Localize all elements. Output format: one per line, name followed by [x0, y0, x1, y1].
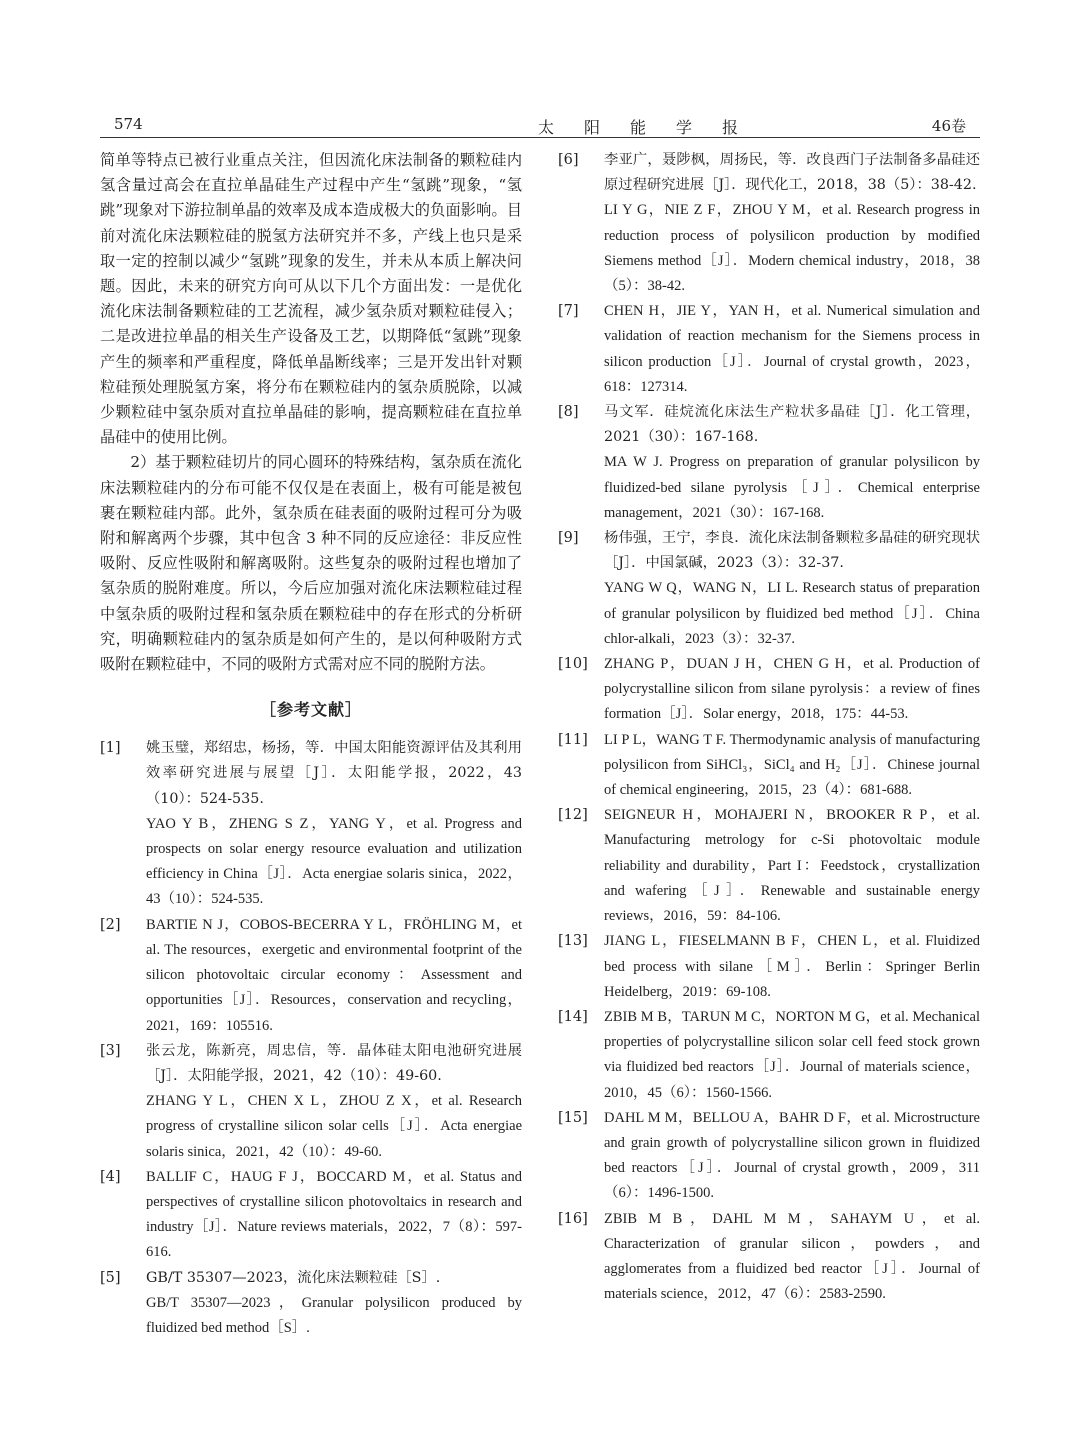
reference-en: CHEN H，JIE Y，YAN H，et al. Numerical simulation and validation of reaction mechanism for the Siemens process in silicon production［J］．Journal of crystal growth，2023，618：127314.	[604, 303, 980, 395]
reference-12	[558, 803, 980, 929]
journal-title: 太阳能学报	[538, 118, 769, 137]
reference-number: [11]	[558, 731, 588, 748]
volume-label: 46卷	[931, 117, 966, 135]
reference-number: [7]	[558, 303, 579, 320]
reference-9	[558, 526, 980, 652]
reference-14	[558, 1005, 980, 1106]
left-column	[100, 148, 522, 1341]
reference-cn: 杨伟强，王宁，李良．流化床法制备颗粒多晶硅的研究现状［J］．中国氯碱，2023（3）：32-37.	[604, 530, 980, 572]
reference-3	[100, 1039, 522, 1165]
reference-en: BALLIF C，HAUG F J，BOCCARD M，et al. Status and perspectives of crystalline silicon photovoltaics in research and industry［J］．Nature reviews materials，2022，7（8）：597-616.	[146, 1168, 522, 1261]
reference-10	[558, 652, 980, 728]
reference-4	[100, 1165, 522, 1266]
reference-en: DAHL M M，BELLOU A，BAHR D F，et al. Microstructure and grain growth of polycrystalline silicon grown in fluidized bed reactors［J］．Journal of crystal growth，2009，311（6）：1496-1500.	[604, 1109, 980, 1202]
reference-number: [5]	[100, 1269, 121, 1286]
body-paragraph-2: 2）基于颗粒硅切片的同心圆环的特殊结构，氢杂质在流化床法颗粒硅内的分布可能不仅仅是在表面上，极有可能是被包裹在颗粒硅内部。此外，氢杂质在硅表面的吸附过程可分为吸附和解离两个步骤，其中包含 3 种不同的反应途径：非反应性吸附、反应性吸附和解离吸附。这些复杂的吸附过程也增加了氢杂质的脱附难度。所以，今后应加强对流化床法颗粒硅过程中氢杂质的吸附过程和氢杂质在颗粒硅中的存在形式的分析研究，明确颗粒硅内的氢杂质是如何产生的，是以何种吸附方式吸附在颗粒硅中，不同的吸附方式需对应不同的脱附方法。	[100, 453, 522, 674]
reference-number: [6]	[558, 152, 579, 168]
reference-en: ZBIB M B，DAHL M M，SAHAYM U，et al. Characterization of granular silicon，powders，and agglomerates from a fluidized bed reactor［J］．Journal of materials science，2012，47（6）：2583-2590.	[604, 1210, 980, 1303]
reference-5	[100, 1266, 522, 1342]
reference-7	[558, 299, 980, 400]
body-paragraph-1: 简单等特点已被行业重点关注，但因流化床法制备的颗粒硅内氢含量过高会在直拉单晶硅生产过程中产生“氢跳”现象，“氢跳”现象对下游拉制单晶的效率及成本造成极大的负面影响。目前对流化床法颗粒硅的脱氢方法研究并不多，产线上也只是采取一定的控制以减少“氢跳”现象的发生，并未从本质上解决问题。因此，未来的研究方向可从以下几个方面出发：一是优化流化床法制备颗粒硅的工艺流程，减少氢杂质对颗粒硅侵入；二是改进拉单晶的相关生产设备及工艺，以期降低“氢跳”现象产生的频率和严重程度，降低单晶断线率；三是开发出针对颗粒硅预处理脱氢方案，将分布在颗粒硅内的氢杂质脱除，以减少颗粒硅中氢杂质对直拉单晶硅的影响，提高颗粒硅在直拉单晶硅中的使用比例。	[100, 151, 522, 447]
reference-number: [1]	[100, 740, 121, 757]
reference-number: [13]	[558, 933, 588, 950]
reference-en: LI Y G，NIE Z F，ZHOU Y M，et al. Research progress in reduction process of polysilicon production by modified Siemens method［J］．Modern chemical industry，2018，38（5）：38-42.	[604, 202, 980, 295]
running-header	[100, 113, 980, 138]
reference-13	[558, 929, 980, 1005]
reference-number: [16]	[558, 1210, 588, 1227]
reference-en: ZHANG Y L，CHEN X L，ZHOU Z X，et al. Research progress of crystalline silicon solar cells［J］．Acta energiae solaris sinica，2021，42（10）：49-60.	[146, 1093, 522, 1160]
reference-en: ZBIB M B，TARUN M C，NORTON M G，et al. Mechanical properties of polycrystalline silicon solar cell feed stock grown via fluidized bed reactors［J］．Journal of materials science，2010，45（6）：1560-1566.	[604, 1008, 980, 1101]
reference-en: ZHANG P，DUAN J H，CHEN G H，et al. Production of polycrystalline silicon from silane pyrolysis：a review of fines formation［J］．Solar energy，2018，175：44-53.	[604, 656, 980, 723]
reference-en: GB/T 35307—2023，Granular polysilicon produced by fluidized bed method［S］.	[146, 1294, 522, 1336]
reference-cn: 马文军．硅烷流化床法生产粒状多晶硅［J］．化工管理，2021（30）：167-168.	[604, 404, 980, 446]
reference-en: BARTIE N J，COBOS-BECERRA Y L，FRÖHLING M，et al. The resources，exergetic and environmental footprint of the silicon photovoltaic circular economy：Assessment and opportunities［J］．Resources，conservation and recycling，2021，169：105516.	[146, 916, 522, 1034]
reference-en: SEIGNEUR H，MOHAJERI N，BROOKER R P，et al. Manufacturing metrology for c-Si photovoltaic module reliability and durability，Part I：Feedstock，crystallization and wafering［J］．Renewable and sustainable energy reviews，2016，59：84-106.	[604, 807, 980, 925]
reference-number: [8]	[558, 404, 579, 421]
reference-number: [2]	[100, 916, 121, 933]
reference-cn: 李亚广，聂陟枫，周扬民，等．改良西门子法制备多晶硅还原过程研究进展［J］．现代化工，2018，38（5）：38-42.	[604, 152, 980, 194]
reference-number: [12]	[558, 807, 588, 824]
reference-cn: 姚玉璧，郑绍忠，杨扬，等．中国太阳能资源评估及其利用效率研究进展与展望［J］．太阳能学报，2022，43（10）：524-535.	[146, 740, 522, 807]
reference-number: [3]	[100, 1042, 121, 1059]
reference-number: [15]	[558, 1109, 588, 1126]
reference-number: [9]	[558, 530, 579, 547]
right-column	[558, 148, 980, 1307]
reference-15	[558, 1106, 980, 1207]
reference-2	[100, 913, 522, 1039]
reference-8	[558, 400, 980, 526]
references-heading: ［参考文献］	[259, 700, 362, 720]
reference-number: [14]	[558, 1008, 588, 1025]
reference-en: LI P L，WANG T F. Thermodynamic analysis of manufacturing polysilicon from SiHCl₃，SiCl₄ and H₂［J］．Chinese journal of chemical engineering，2015，23（4）：681-688.	[604, 731, 980, 799]
reference-en: YAO Y B，ZHENG S Z，YANG Y，et al. Progress and prospects on solar energy resource evaluation and utilization efficiency in China［J］．Acta energiae solaris sinica，2022，43（10）：524-535.	[146, 815, 522, 908]
reference-en: YANG W Q，WANG N，LI L. Research status of preparation of granular polysilicon by fluidized bed method［J］．China chlor-alkali，2023（3）：32-37.	[604, 580, 980, 647]
reference-16	[558, 1207, 980, 1308]
reference-6	[558, 148, 980, 299]
reference-number: [4]	[100, 1168, 121, 1185]
reference-en: JIANG L，FIESELMANN B F，CHEN L，et al. Fluidized bed process with silane［M］．Berlin：Springer Berlin Heidelberg，2019：69-108.	[604, 933, 980, 1000]
reference-number: [10]	[558, 656, 588, 673]
reference-11	[558, 728, 980, 804]
reference-1	[100, 736, 522, 912]
page-number: 574	[114, 115, 143, 133]
reference-cn: 张云龙，陈新亮，周忠信，等．晶体硅太阳电池研究进展［J］．太阳能学报，2021，42（10）：49-60.	[146, 1042, 522, 1084]
reference-cn: GB/T 35307—2023，流化床法颗粒硅［S］.	[146, 1269, 441, 1286]
reference-en: MA W J. Progress on preparation of granular polysilicon by fluidized-bed silane pyrolysis［J］．Chemical enterprise management，2021（30）：167-168.	[604, 454, 980, 521]
